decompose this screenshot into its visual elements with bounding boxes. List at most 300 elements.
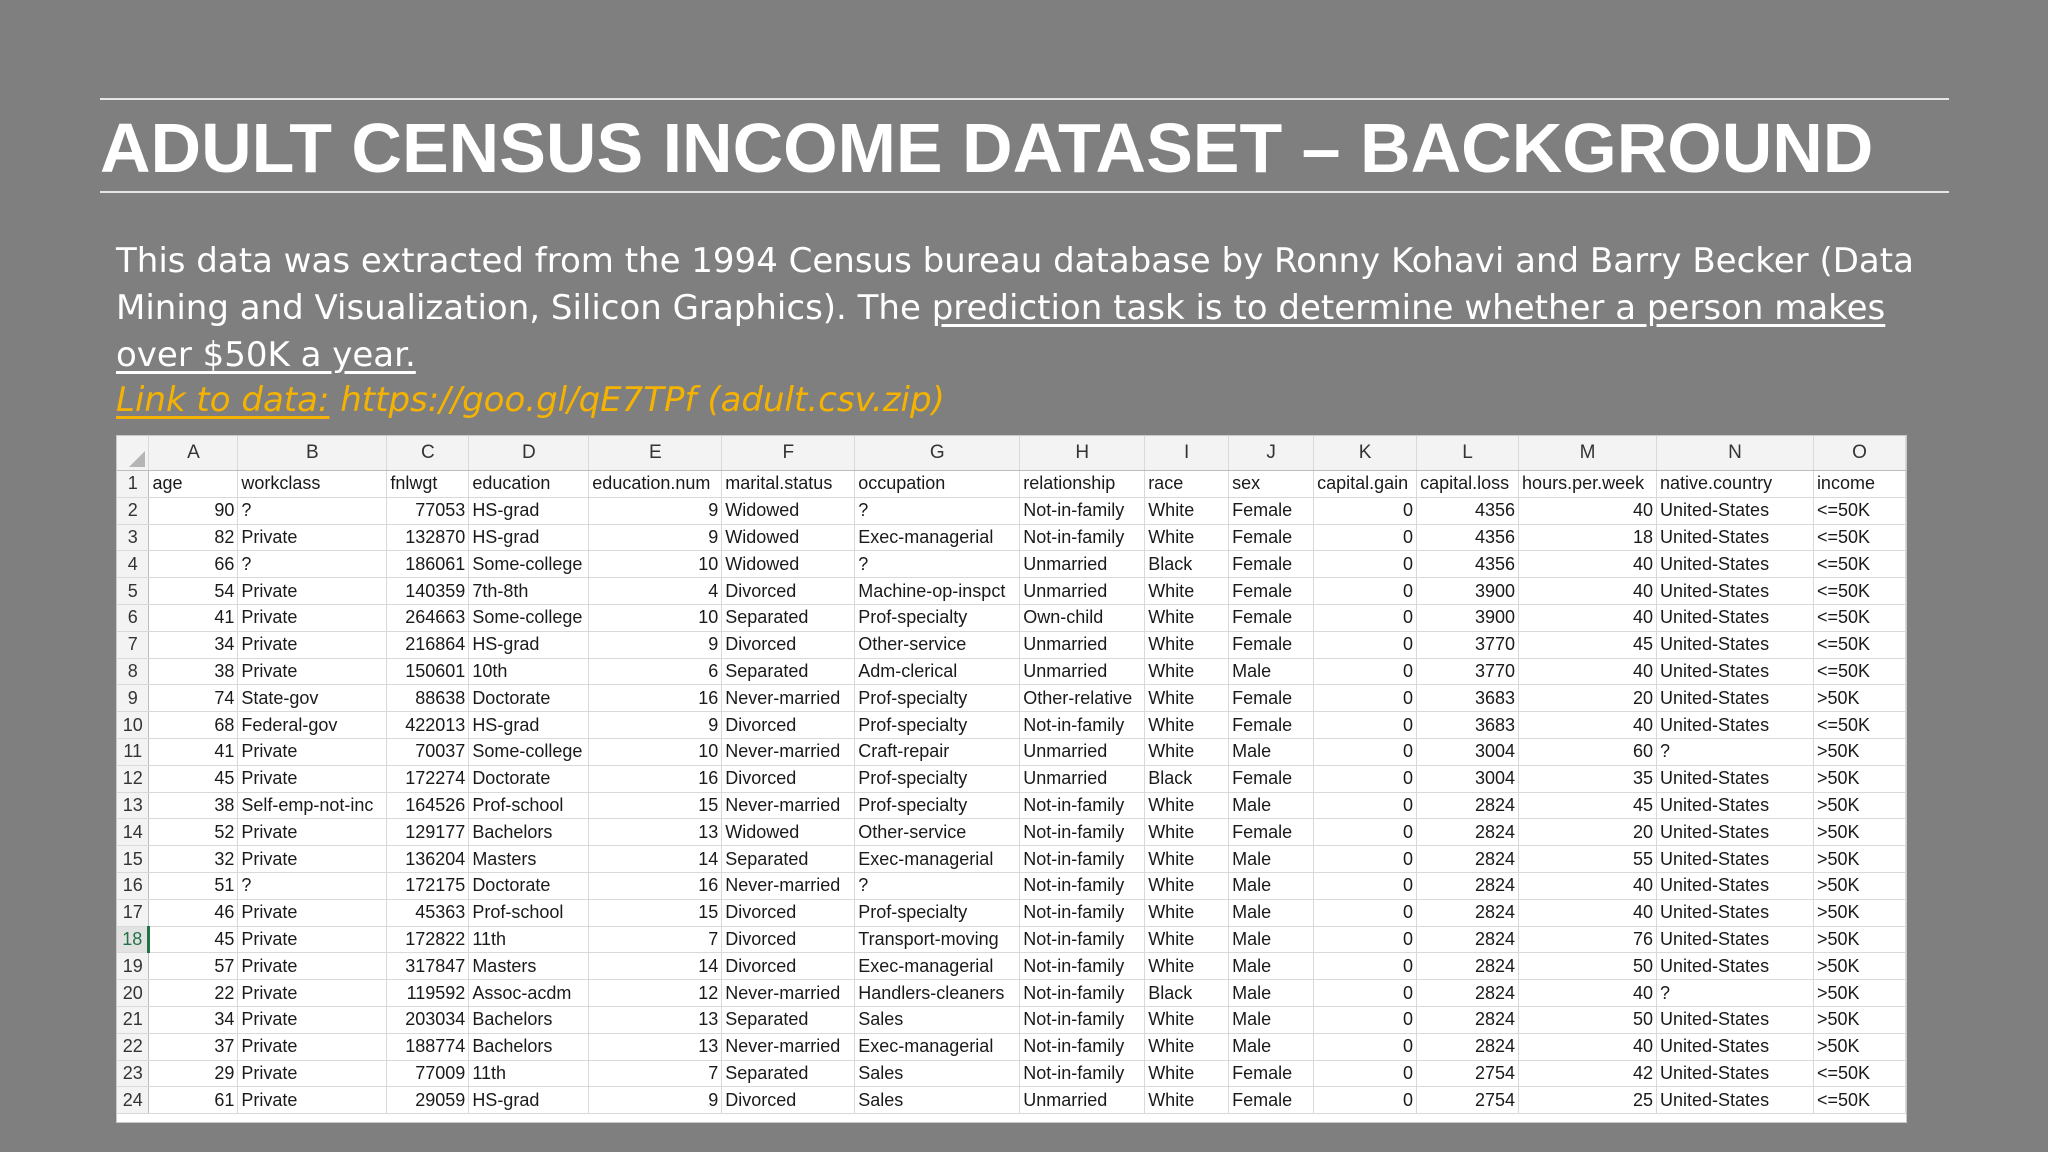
- table-cell[interactable]: Never-married: [722, 792, 855, 819]
- table-cell[interactable]: United-States: [1657, 1060, 1814, 1087]
- table-cell[interactable]: Female: [1229, 551, 1314, 578]
- table-cell[interactable]: >50K: [1813, 1033, 1905, 1060]
- table-cell[interactable]: 45: [149, 926, 238, 953]
- table-cell[interactable]: United-States: [1657, 631, 1814, 658]
- table-cell[interactable]: Private: [238, 980, 387, 1007]
- row-number[interactable]: 11: [117, 738, 149, 765]
- table-cell[interactable]: Doctorate: [469, 685, 589, 712]
- table-cell[interactable]: ?: [1657, 738, 1814, 765]
- table-cell[interactable]: 0: [1314, 578, 1417, 605]
- table-cell[interactable]: Private: [238, 1006, 387, 1033]
- table-cell[interactable]: >50K: [1813, 899, 1905, 926]
- table-cell[interactable]: >50K: [1813, 685, 1905, 712]
- table-cell[interactable]: 88638: [387, 685, 469, 712]
- table-cell[interactable]: Male: [1229, 658, 1314, 685]
- table-cell[interactable]: Female: [1229, 1087, 1314, 1114]
- table-cell[interactable]: 0: [1314, 1060, 1417, 1087]
- table-cell[interactable]: 172274: [387, 765, 469, 792]
- table-cell[interactable]: Never-married: [722, 1033, 855, 1060]
- row-number[interactable]: 20: [117, 980, 149, 1007]
- table-cell[interactable]: >50K: [1813, 872, 1905, 899]
- table-cell[interactable]: Male: [1229, 738, 1314, 765]
- table-cell[interactable]: Bachelors: [469, 1006, 589, 1033]
- table-cell[interactable]: <=50K: [1813, 631, 1905, 658]
- table-cell[interactable]: 41: [149, 738, 238, 765]
- table-cell[interactable]: 40: [1519, 980, 1657, 1007]
- table-cell[interactable]: Not-in-family: [1020, 1006, 1145, 1033]
- table-cell[interactable]: 15: [589, 792, 722, 819]
- column-name-cell[interactable]: education.num: [589, 471, 722, 498]
- table-cell[interactable]: 11th: [469, 1060, 589, 1087]
- table-cell[interactable]: Divorced: [722, 953, 855, 980]
- table-cell[interactable]: Prof-specialty: [855, 685, 1020, 712]
- table-cell[interactable]: Bachelors: [469, 819, 589, 846]
- table-cell[interactable]: White: [1145, 712, 1229, 739]
- table-cell[interactable]: Exec-managerial: [855, 524, 1020, 551]
- table-cell[interactable]: 4356: [1417, 497, 1519, 524]
- table-cell[interactable]: 7: [589, 1060, 722, 1087]
- table-cell[interactable]: Private: [238, 899, 387, 926]
- table-cell[interactable]: United-States: [1657, 658, 1814, 685]
- table-cell[interactable]: Not-in-family: [1020, 899, 1145, 926]
- table-cell[interactable]: 40: [1519, 658, 1657, 685]
- table-cell[interactable]: 3683: [1417, 712, 1519, 739]
- table-cell[interactable]: Widowed: [722, 819, 855, 846]
- column-header-j[interactable]: J: [1229, 436, 1314, 471]
- table-cell[interactable]: 0: [1314, 497, 1417, 524]
- table-cell[interactable]: ?: [855, 497, 1020, 524]
- table-cell[interactable]: Separated: [722, 1006, 855, 1033]
- table-cell[interactable]: 9: [589, 524, 722, 551]
- table-cell[interactable]: United-States: [1657, 953, 1814, 980]
- table-cell[interactable]: 45: [1519, 631, 1657, 658]
- table-cell[interactable]: 0: [1314, 792, 1417, 819]
- table-cell[interactable]: 50: [1519, 1006, 1657, 1033]
- table-cell[interactable]: Divorced: [722, 631, 855, 658]
- table-cell[interactable]: Black: [1145, 765, 1229, 792]
- table-cell[interactable]: <=50K: [1813, 604, 1905, 631]
- table-cell[interactable]: State-gov: [238, 685, 387, 712]
- table-cell[interactable]: 41: [149, 604, 238, 631]
- table-cell[interactable]: Federal-gov: [238, 712, 387, 739]
- table-cell[interactable]: 203034: [387, 1006, 469, 1033]
- table-cell[interactable]: 0: [1314, 604, 1417, 631]
- table-cell[interactable]: Masters: [469, 953, 589, 980]
- column-name-cell[interactable]: race: [1145, 471, 1229, 498]
- table-cell[interactable]: Exec-managerial: [855, 1033, 1020, 1060]
- column-name-cell[interactable]: sex: [1229, 471, 1314, 498]
- table-cell[interactable]: Not-in-family: [1020, 846, 1145, 873]
- table-cell[interactable]: ?: [855, 551, 1020, 578]
- table-cell[interactable]: 34: [149, 631, 238, 658]
- table-cell[interactable]: Female: [1229, 497, 1314, 524]
- column-header-d[interactable]: D: [469, 436, 589, 471]
- table-cell[interactable]: 40: [1519, 872, 1657, 899]
- table-cell[interactable]: Unmarried: [1020, 578, 1145, 605]
- table-cell[interactable]: 10: [589, 738, 722, 765]
- table-cell[interactable]: 29059: [387, 1087, 469, 1114]
- table-cell[interactable]: 34: [149, 1006, 238, 1033]
- table-cell[interactable]: Not-in-family: [1020, 1060, 1145, 1087]
- table-cell[interactable]: 0: [1314, 953, 1417, 980]
- table-cell[interactable]: Female: [1229, 524, 1314, 551]
- column-name-cell[interactable]: fnlwgt: [387, 471, 469, 498]
- table-cell[interactable]: >50K: [1813, 926, 1905, 953]
- table-cell[interactable]: 46: [149, 899, 238, 926]
- table-cell[interactable]: 0: [1314, 1033, 1417, 1060]
- table-cell[interactable]: United-States: [1657, 685, 1814, 712]
- column-name-cell[interactable]: native.country: [1657, 471, 1814, 498]
- table-cell[interactable]: Unmarried: [1020, 551, 1145, 578]
- table-cell[interactable]: 172175: [387, 872, 469, 899]
- table-cell[interactable]: Some-college: [469, 604, 589, 631]
- table-cell[interactable]: White: [1145, 1033, 1229, 1060]
- table-cell[interactable]: 9: [589, 497, 722, 524]
- table-cell[interactable]: 0: [1314, 872, 1417, 899]
- table-cell[interactable]: Private: [238, 819, 387, 846]
- table-cell[interactable]: 7th-8th: [469, 578, 589, 605]
- column-header-l[interactable]: L: [1417, 436, 1519, 471]
- table-cell[interactable]: 45363: [387, 899, 469, 926]
- table-cell[interactable]: Private: [238, 953, 387, 980]
- table-cell[interactable]: >50K: [1813, 792, 1905, 819]
- table-cell[interactable]: 20: [1519, 685, 1657, 712]
- table-cell[interactable]: 32: [149, 846, 238, 873]
- table-cell[interactable]: 4356: [1417, 524, 1519, 551]
- row-number[interactable]: 5: [117, 578, 149, 605]
- table-cell[interactable]: 9: [589, 712, 722, 739]
- table-cell[interactable]: 14: [589, 846, 722, 873]
- table-cell[interactable]: <=50K: [1813, 497, 1905, 524]
- table-cell[interactable]: Separated: [722, 846, 855, 873]
- table-cell[interactable]: HS-grad: [469, 712, 589, 739]
- table-cell[interactable]: Private: [238, 604, 387, 631]
- table-cell[interactable]: White: [1145, 604, 1229, 631]
- table-cell[interactable]: White: [1145, 578, 1229, 605]
- table-cell[interactable]: 45: [1519, 792, 1657, 819]
- table-cell[interactable]: Not-in-family: [1020, 792, 1145, 819]
- table-cell[interactable]: White: [1145, 685, 1229, 712]
- table-cell[interactable]: United-States: [1657, 872, 1814, 899]
- table-cell[interactable]: <=50K: [1813, 658, 1905, 685]
- table-cell[interactable]: Handlers-cleaners: [855, 980, 1020, 1007]
- table-cell[interactable]: Male: [1229, 980, 1314, 1007]
- column-header-o[interactable]: O: [1813, 436, 1905, 471]
- table-cell[interactable]: ?: [1657, 980, 1814, 1007]
- table-cell[interactable]: Bachelors: [469, 1033, 589, 1060]
- table-cell[interactable]: White: [1145, 1087, 1229, 1114]
- table-cell[interactable]: Not-in-family: [1020, 926, 1145, 953]
- table-cell[interactable]: 216864: [387, 631, 469, 658]
- row-number[interactable]: 6: [117, 604, 149, 631]
- table-cell[interactable]: 0: [1314, 524, 1417, 551]
- row-number[interactable]: 14: [117, 819, 149, 846]
- row-number[interactable]: 12: [117, 765, 149, 792]
- table-cell[interactable]: 129177: [387, 819, 469, 846]
- table-cell[interactable]: 22: [149, 980, 238, 1007]
- table-cell[interactable]: HS-grad: [469, 1087, 589, 1114]
- table-cell[interactable]: Not-in-family: [1020, 497, 1145, 524]
- table-cell[interactable]: 0: [1314, 1006, 1417, 1033]
- table-cell[interactable]: Never-married: [722, 980, 855, 1007]
- table-cell[interactable]: Machine-op-inspct: [855, 578, 1020, 605]
- column-name-cell[interactable]: hours.per.week: [1519, 471, 1657, 498]
- table-cell[interactable]: 150601: [387, 658, 469, 685]
- table-cell[interactable]: 42: [1519, 1060, 1657, 1087]
- table-cell[interactable]: United-States: [1657, 551, 1814, 578]
- table-cell[interactable]: 35: [1519, 765, 1657, 792]
- table-cell[interactable]: White: [1145, 631, 1229, 658]
- table-cell[interactable]: White: [1145, 899, 1229, 926]
- table-cell[interactable]: United-States: [1657, 712, 1814, 739]
- table-cell[interactable]: >50K: [1813, 819, 1905, 846]
- table-cell[interactable]: Divorced: [722, 1087, 855, 1114]
- table-cell[interactable]: White: [1145, 926, 1229, 953]
- column-name-cell[interactable]: workclass: [238, 471, 387, 498]
- table-cell[interactable]: 10th: [469, 658, 589, 685]
- table-cell[interactable]: 77053: [387, 497, 469, 524]
- table-cell[interactable]: <=50K: [1813, 524, 1905, 551]
- table-cell[interactable]: Male: [1229, 846, 1314, 873]
- table-cell[interactable]: Female: [1229, 604, 1314, 631]
- table-cell[interactable]: 40: [1519, 578, 1657, 605]
- table-cell[interactable]: Not-in-family: [1020, 872, 1145, 899]
- table-cell[interactable]: Private: [238, 1087, 387, 1114]
- table-cell[interactable]: United-States: [1657, 1087, 1814, 1114]
- table-cell[interactable]: 3900: [1417, 604, 1519, 631]
- table-cell[interactable]: Female: [1229, 1060, 1314, 1087]
- table-cell[interactable]: Not-in-family: [1020, 524, 1145, 551]
- table-cell[interactable]: 9: [589, 1087, 722, 1114]
- table-cell[interactable]: United-States: [1657, 604, 1814, 631]
- table-cell[interactable]: Some-college: [469, 738, 589, 765]
- table-cell[interactable]: White: [1145, 872, 1229, 899]
- table-cell[interactable]: Private: [238, 1033, 387, 1060]
- table-cell[interactable]: HS-grad: [469, 631, 589, 658]
- table-cell[interactable]: 0: [1314, 738, 1417, 765]
- table-cell[interactable]: 13: [589, 819, 722, 846]
- table-cell[interactable]: Private: [238, 631, 387, 658]
- table-cell[interactable]: Male: [1229, 1006, 1314, 1033]
- table-cell[interactable]: Divorced: [722, 578, 855, 605]
- table-cell[interactable]: 172822: [387, 926, 469, 953]
- table-cell[interactable]: HS-grad: [469, 524, 589, 551]
- column-name-cell[interactable]: capital.gain: [1314, 471, 1417, 498]
- table-cell[interactable]: 3900: [1417, 578, 1519, 605]
- table-cell[interactable]: White: [1145, 524, 1229, 551]
- table-cell[interactable]: Sales: [855, 1060, 1020, 1087]
- table-cell[interactable]: Other-service: [855, 631, 1020, 658]
- table-cell[interactable]: 2824: [1417, 819, 1519, 846]
- table-cell[interactable]: United-States: [1657, 846, 1814, 873]
- table-cell[interactable]: 164526: [387, 792, 469, 819]
- column-header-m[interactable]: M: [1519, 436, 1657, 471]
- data-link[interactable]: [116, 378, 945, 422]
- column-name-cell[interactable]: capital.loss: [1417, 471, 1519, 498]
- table-cell[interactable]: Male: [1229, 1033, 1314, 1060]
- table-cell[interactable]: 0: [1314, 712, 1417, 739]
- row-number[interactable]: 15: [117, 846, 149, 873]
- column-name-cell[interactable]: income: [1813, 471, 1905, 498]
- table-cell[interactable]: 60: [1519, 738, 1657, 765]
- table-cell[interactable]: Private: [238, 658, 387, 685]
- table-cell[interactable]: Doctorate: [469, 765, 589, 792]
- table-cell[interactable]: 2824: [1417, 872, 1519, 899]
- table-cell[interactable]: 2824: [1417, 926, 1519, 953]
- table-cell[interactable]: <=50K: [1813, 1087, 1905, 1114]
- row-number[interactable]: 17: [117, 899, 149, 926]
- table-cell[interactable]: Female: [1229, 578, 1314, 605]
- row-number[interactable]: 21: [117, 1006, 149, 1033]
- table-cell[interactable]: 15: [589, 899, 722, 926]
- column-name-cell[interactable]: occupation: [855, 471, 1020, 498]
- table-cell[interactable]: Private: [238, 738, 387, 765]
- column-header-h[interactable]: H: [1020, 436, 1145, 471]
- table-cell[interactable]: 0: [1314, 658, 1417, 685]
- table-cell[interactable]: United-States: [1657, 792, 1814, 819]
- table-cell[interactable]: 2824: [1417, 792, 1519, 819]
- table-cell[interactable]: Never-married: [722, 738, 855, 765]
- column-name-cell[interactable]: relationship: [1020, 471, 1145, 498]
- table-cell[interactable]: 29: [149, 1060, 238, 1087]
- column-header-g[interactable]: G: [855, 436, 1020, 471]
- row-number[interactable]: 22: [117, 1033, 149, 1060]
- table-cell[interactable]: 10: [589, 604, 722, 631]
- row-number[interactable]: 7: [117, 631, 149, 658]
- row-number[interactable]: 1: [117, 471, 149, 498]
- table-cell[interactable]: United-States: [1657, 899, 1814, 926]
- data-link-url[interactable]: https://goo.gl/qE7TPf (adult.csv.zip): [329, 380, 945, 420]
- table-cell[interactable]: 66: [149, 551, 238, 578]
- table-cell[interactable]: 2824: [1417, 980, 1519, 1007]
- row-number[interactable]: 10: [117, 712, 149, 739]
- table-cell[interactable]: Not-in-family: [1020, 980, 1145, 1007]
- table-cell[interactable]: Female: [1229, 765, 1314, 792]
- table-cell[interactable]: Male: [1229, 899, 1314, 926]
- table-cell[interactable]: Female: [1229, 631, 1314, 658]
- table-cell[interactable]: ?: [238, 872, 387, 899]
- column-header-a[interactable]: A: [149, 436, 238, 471]
- table-cell[interactable]: Prof-school: [469, 792, 589, 819]
- table-cell[interactable]: Male: [1229, 872, 1314, 899]
- table-cell[interactable]: Sales: [855, 1087, 1020, 1114]
- table-cell[interactable]: Not-in-family: [1020, 1033, 1145, 1060]
- table-cell[interactable]: Unmarried: [1020, 765, 1145, 792]
- table-cell[interactable]: <=50K: [1813, 551, 1905, 578]
- column-header-b[interactable]: B: [238, 436, 387, 471]
- table-cell[interactable]: 40: [1519, 551, 1657, 578]
- data-link-label[interactable]: Link to data:: [116, 380, 330, 420]
- table-cell[interactable]: Transport-moving: [855, 926, 1020, 953]
- column-header-c[interactable]: C: [387, 436, 469, 471]
- table-cell[interactable]: Divorced: [722, 765, 855, 792]
- table-cell[interactable]: 90: [149, 497, 238, 524]
- table-cell[interactable]: 25: [1519, 1087, 1657, 1114]
- table-cell[interactable]: 74: [149, 685, 238, 712]
- table-cell[interactable]: 40: [1519, 899, 1657, 926]
- table-cell[interactable]: 37: [149, 1033, 238, 1060]
- table-cell[interactable]: Private: [238, 578, 387, 605]
- table-cell[interactable]: 422013: [387, 712, 469, 739]
- column-header-e[interactable]: E: [589, 436, 722, 471]
- table-cell[interactable]: Private: [238, 1060, 387, 1087]
- table-cell[interactable]: 3770: [1417, 658, 1519, 685]
- table-cell[interactable]: >50K: [1813, 953, 1905, 980]
- table-cell[interactable]: Some-college: [469, 551, 589, 578]
- table-cell[interactable]: 68: [149, 712, 238, 739]
- table-cell[interactable]: United-States: [1657, 497, 1814, 524]
- table-cell[interactable]: 2754: [1417, 1060, 1519, 1087]
- table-cell[interactable]: Prof-specialty: [855, 765, 1020, 792]
- table-cell[interactable]: Divorced: [722, 899, 855, 926]
- table-cell[interactable]: 2824: [1417, 899, 1519, 926]
- table-cell[interactable]: Prof-specialty: [855, 899, 1020, 926]
- table-cell[interactable]: Widowed: [722, 551, 855, 578]
- table-cell[interactable]: 13: [589, 1006, 722, 1033]
- table-cell[interactable]: 2824: [1417, 1033, 1519, 1060]
- table-cell[interactable]: 0: [1314, 765, 1417, 792]
- table-cell[interactable]: Black: [1145, 551, 1229, 578]
- table-cell[interactable]: White: [1145, 658, 1229, 685]
- table-cell[interactable]: 13: [589, 1033, 722, 1060]
- table-cell[interactable]: United-States: [1657, 819, 1814, 846]
- table-cell[interactable]: ?: [238, 551, 387, 578]
- table-cell[interactable]: 6: [589, 658, 722, 685]
- table-cell[interactable]: Separated: [722, 604, 855, 631]
- table-cell[interactable]: 10: [589, 551, 722, 578]
- table-cell[interactable]: 50: [1519, 953, 1657, 980]
- table-cell[interactable]: 61: [149, 1087, 238, 1114]
- table-cell[interactable]: Never-married: [722, 872, 855, 899]
- table-cell[interactable]: 0: [1314, 1087, 1417, 1114]
- table-cell[interactable]: Male: [1229, 792, 1314, 819]
- table-cell[interactable]: 0: [1314, 685, 1417, 712]
- table-cell[interactable]: United-States: [1657, 765, 1814, 792]
- table-cell[interactable]: White: [1145, 738, 1229, 765]
- table-cell[interactable]: 45: [149, 765, 238, 792]
- column-header-k[interactable]: K: [1314, 436, 1417, 471]
- table-cell[interactable]: 0: [1314, 926, 1417, 953]
- table-cell[interactable]: 20: [1519, 819, 1657, 846]
- table-cell[interactable]: 188774: [387, 1033, 469, 1060]
- table-cell[interactable]: Divorced: [722, 926, 855, 953]
- table-cell[interactable]: HS-grad: [469, 497, 589, 524]
- table-cell[interactable]: <=50K: [1813, 1060, 1905, 1087]
- table-cell[interactable]: 16: [589, 765, 722, 792]
- table-cell[interactable]: Divorced: [722, 712, 855, 739]
- table-cell[interactable]: Male: [1229, 926, 1314, 953]
- table-cell[interactable]: Exec-managerial: [855, 846, 1020, 873]
- column-header-i[interactable]: I: [1145, 436, 1229, 471]
- table-cell[interactable]: Female: [1229, 819, 1314, 846]
- table-cell[interactable]: 132870: [387, 524, 469, 551]
- row-number[interactable]: 19: [117, 953, 149, 980]
- table-cell[interactable]: 0: [1314, 819, 1417, 846]
- table-cell[interactable]: Widowed: [722, 497, 855, 524]
- table-cell[interactable]: White: [1145, 953, 1229, 980]
- table-cell[interactable]: <=50K: [1813, 712, 1905, 739]
- column-name-cell[interactable]: education: [469, 471, 589, 498]
- table-cell[interactable]: Prof-specialty: [855, 712, 1020, 739]
- table-cell[interactable]: Private: [238, 524, 387, 551]
- table-cell[interactable]: Self-emp-not-inc: [238, 792, 387, 819]
- table-cell[interactable]: 2824: [1417, 1006, 1519, 1033]
- table-cell[interactable]: White: [1145, 792, 1229, 819]
- table-cell[interactable]: 9: [589, 631, 722, 658]
- table-cell[interactable]: Unmarried: [1020, 1087, 1145, 1114]
- table-cell[interactable]: Masters: [469, 846, 589, 873]
- table-cell[interactable]: 0: [1314, 551, 1417, 578]
